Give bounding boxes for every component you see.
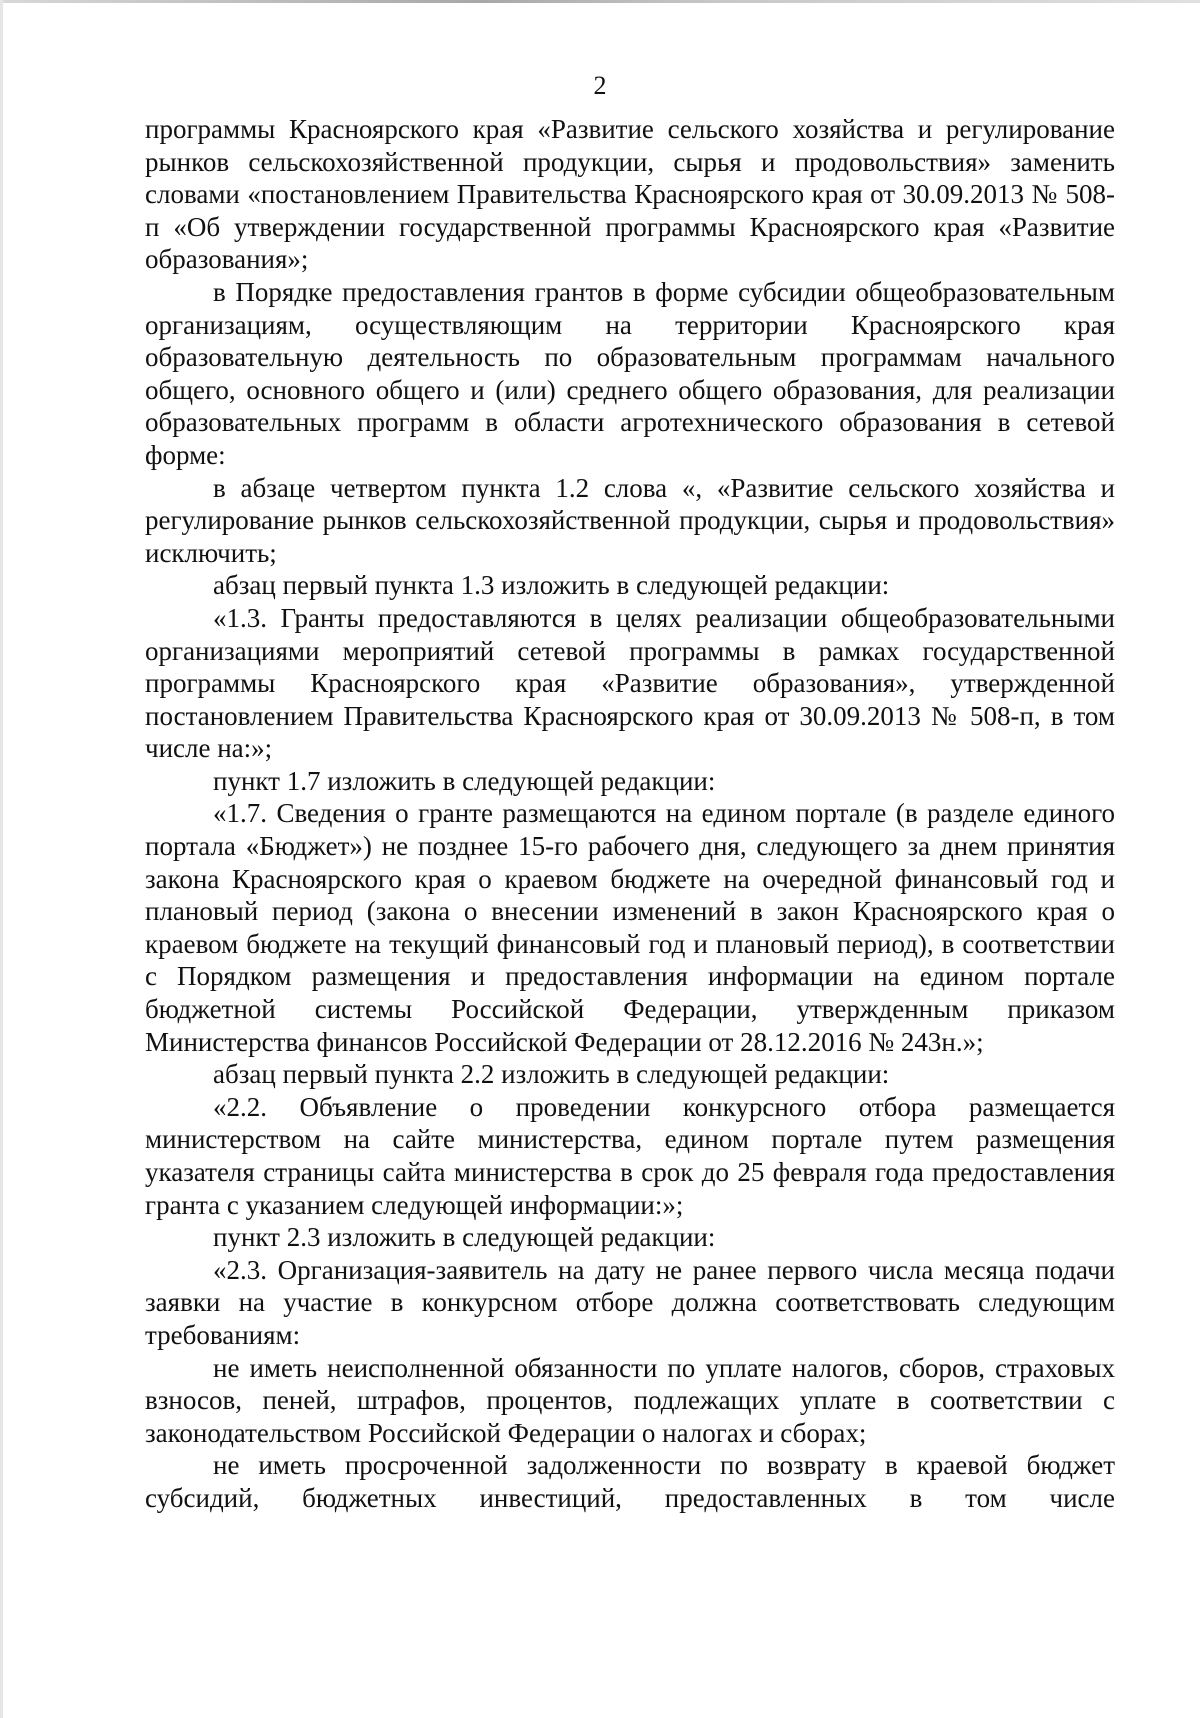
paragraph-7: «1.7. Сведения о гранте размещаются на едином портале (в разделе единого портала «Бюджет») не позднее 15-го рабочего дня, следующего за днем принятия закона Красноярского края о краевом бюджете на очередной финансовый год и плановый период (закона о внесении изменений в закон Красноярского края о краевом бюджете на текущий финансовый год и плановый период), в соответствии с Порядком размещения и предоставления информации на едином портале бюджетной системы Российской Федерации, утвержденным приказом Министерства финансов Российской Федерации от 28.12.2016 № 243н.»; <box>145 798 1115 1057</box>
paragraph-5: «1.3. Гранты предоставляются в целях реализации общеобразовательными организациями мероприятий сетевой программы в рамках государственной программы Красноярского края «Развитие образования», утвержденной постановлением Правительства Красноярского края от 30.09.2013 № 508-п, в том числе на:»; <box>145 602 1115 764</box>
paragraph-1: программы Красноярского края «Развитие сельского хозяйства и регулирование рынков сельскохозяйственной продукции, сырья и продовольствия» заменить словами «постановлением Правительства Красноярского края от 30.09.2013 № 508-п «Об утверждении государственной программы Красноярского края «Развитие образования»; <box>145 114 1115 275</box>
paragraph-6: пункт 1.7 изложить в следующей редакции: <box>213 765 716 796</box>
paragraph-8: абзац первый пункта 2.2 изложить в следующей редакции: <box>213 1059 890 1090</box>
scan-left-edge <box>0 0 3 1718</box>
paragraph-3: в абзаце четвертом пункта 1.2 слова «, «Развитие сельского хозяйства и регулирование рынков сельскохозяйственной продукции, сырья и продовольствия» исключить; <box>145 472 1115 568</box>
page-number: 2 <box>593 71 607 100</box>
paragraph-10: пункт 2.3 изложить в следующей редакции: <box>213 1222 716 1253</box>
paragraph-2: в Порядке предоставления грантов в форме субсидии общеобразовательным организациям, осуществляющим на территории Красноярского края образовательную деятельность по образовательным программам начального общего, основного общего и (или) среднего общего образования, для реализации образовательных программ в области агротехнического образования в сетевой форме: <box>145 276 1115 470</box>
paragraph-9: «2.2. Объявление о проведении конкурсного отбора размещается министерством на сайте министерства, едином портале путем размещения указателя страницы сайта министерства в срок до 25 февраля года предоставления гранта с указанием следующей информации:»; <box>145 1091 1115 1220</box>
paragraph-11: «2.3. Организация-заявитель на дату не ранее первого числа месяца подачи заявки на участие в конкурсном отборе должна соответствовать следующим требованиям: <box>145 1254 1115 1350</box>
paragraph-4: абзац первый пункта 1.3 изложить в следующей редакции: <box>213 570 890 601</box>
paragraph-12: не иметь неисполненной обязанности по уплате налогов, сборов, страховых взносов, пеней, штрафов, процентов, подлежащих уплате в соответствии с законодательством Российской Федерации о налогах и сборах; <box>145 1352 1115 1448</box>
paragraph-13: не иметь просроченной задолженности по возврату в краевой бюджет субсидий, бюджетных инвестиций, предоставленных в том числе <box>145 1450 1115 1513</box>
document-body <box>145 113 1115 1515</box>
scan-top-edge <box>0 0 1200 3</box>
